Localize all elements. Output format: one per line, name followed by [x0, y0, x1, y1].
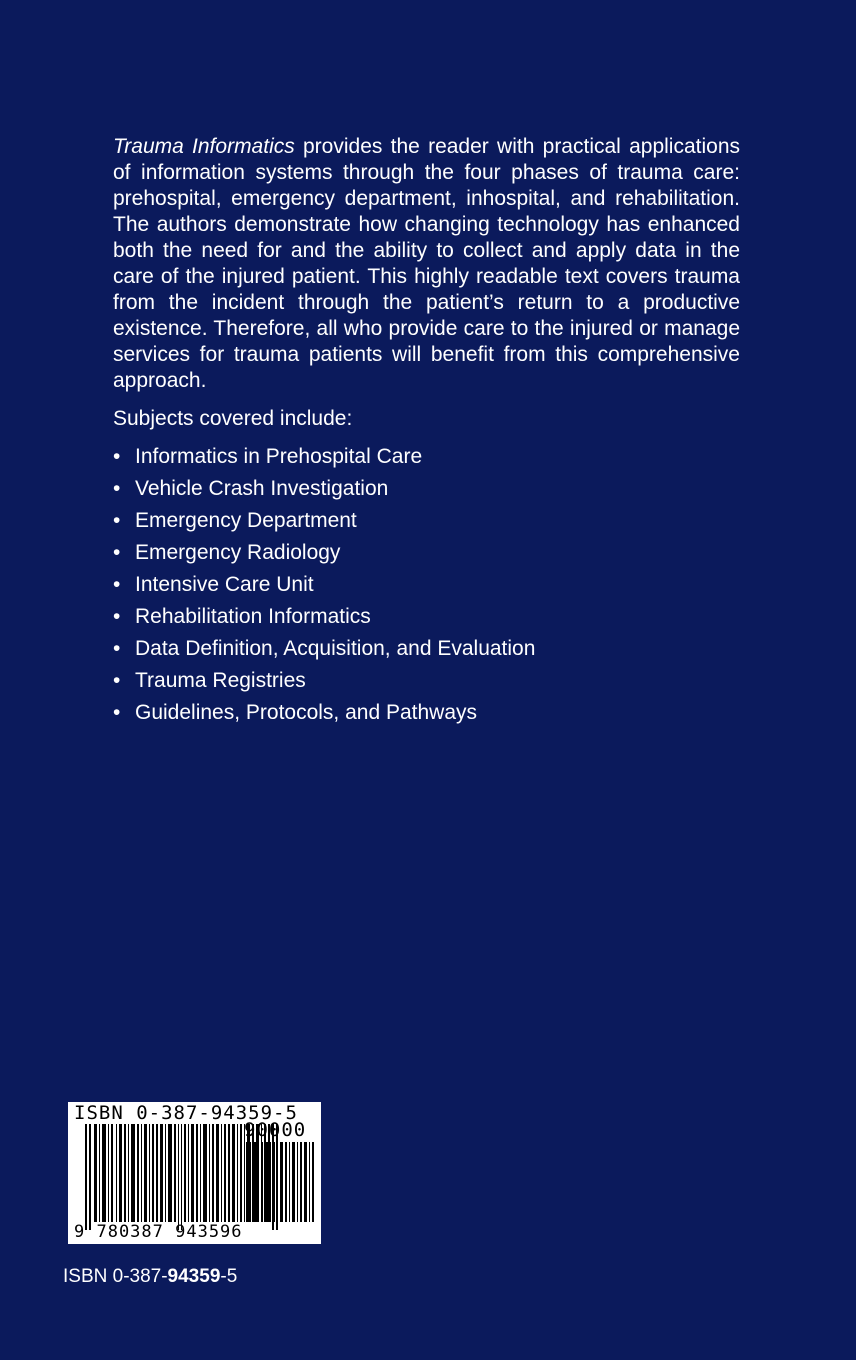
description-paragraph: [113, 134, 740, 394]
barcode-price-code: 90000: [244, 1119, 307, 1141]
list-item: [113, 476, 535, 508]
list-item: [113, 572, 535, 604]
bullet-icon: •: [113, 605, 121, 628]
list-item: [113, 636, 535, 668]
subjects-heading: Subjects covered include:: [113, 407, 353, 430]
bullet-icon: •: [113, 637, 121, 660]
list-item: [113, 444, 535, 476]
list-item: [113, 668, 535, 700]
list-item: [113, 540, 535, 572]
list-item-label: Intensive Care Unit: [135, 573, 314, 596]
isbn-prefix: ISBN 0-387-: [63, 1266, 168, 1287]
bullet-icon: •: [113, 509, 121, 532]
list-item-label: Vehicle Crash Investigation: [135, 477, 389, 500]
description-body: provides the reader with practical applications of information systems through the four phases of trauma care: prehospital, emergency department, inhospital, and rehabilitation. The authors demonstrate how changing technology has enhanced both the need for and the ability to collect and apply data in the care of the injured patient. This highly readable text covers trauma from the incident through the patient’s return to a productive existence. Therefore, all who provide care to the injured or manage services for trauma patients will benefit from this comprehensive approach.: [113, 135, 740, 392]
bullet-icon: •: [113, 701, 121, 724]
bullet-icon: •: [113, 541, 121, 564]
list-item: [113, 604, 535, 636]
subjects-list: [113, 444, 535, 732]
bullet-icon: •: [113, 477, 121, 500]
list-item: [113, 700, 535, 732]
barcode-digits: 9 780387 943596: [74, 1222, 243, 1242]
bullet-icon: •: [113, 445, 121, 468]
isbn-footer: [63, 1265, 237, 1289]
barcode: [68, 1102, 321, 1244]
list-item-label: Emergency Radiology: [135, 541, 341, 564]
bullet-icon: •: [113, 573, 121, 596]
bullet-icon: •: [113, 669, 121, 692]
isbn-suffix: -5: [220, 1266, 238, 1287]
list-item-label: Informatics in Prehospital Care: [135, 445, 423, 468]
list-item-label: Trauma Registries: [135, 669, 306, 692]
list-item-label: Emergency Department: [135, 509, 357, 532]
list-item-label: Rehabilitation Informatics: [135, 605, 371, 628]
list-item-label: Guidelines, Protocols, and Pathways: [135, 701, 478, 724]
barcode-isbn-label: ISBN 0-387-94359-5: [74, 1102, 298, 1124]
list-item: [113, 508, 535, 540]
book-title: Trauma Informatics: [113, 135, 295, 158]
list-item-label: Data Definition, Acquisition, and Evaluation: [135, 637, 536, 660]
isbn-bold-part: 94359: [167, 1266, 221, 1287]
